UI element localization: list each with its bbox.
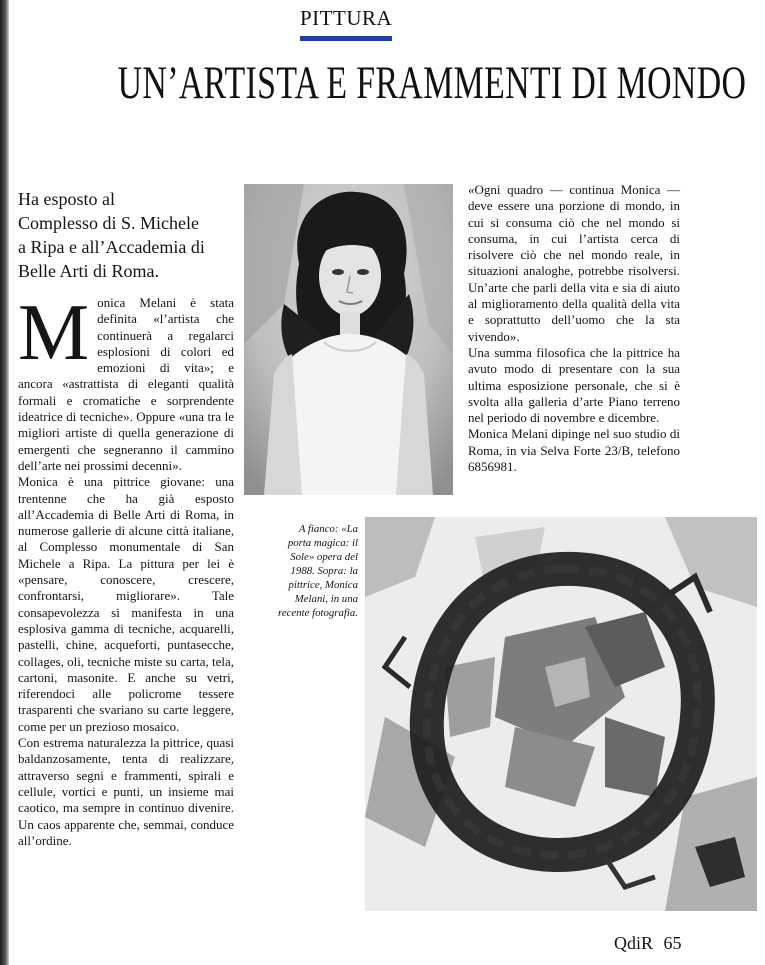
painting-image	[365, 517, 757, 911]
article-paragraph: Monica Melani dipinge nel suo studio di Roma, in via Selva Forte 23/B, telefono 6856981.	[468, 426, 680, 475]
standfirst-line: Complesso di S. Michele	[18, 213, 199, 233]
portrait-illustration	[244, 184, 453, 495]
image-caption: A fianco: «La porta magica: il Sole» opera del 1988. Sopra: la pittrice, Monica Melani, in una recente fotografia.	[278, 523, 358, 619]
headline: UN’ARTISTA E FRAMMENTI DI MONDO	[117, 57, 747, 109]
artist-portrait-photo	[244, 184, 453, 495]
page-number: 65	[663, 933, 682, 953]
article-paragraph: «Ogni quadro — continua Monica — deve essere una porzione di mondo, in cui si consuma ciò che nel mondo si consuma, in cui l’artista cerca di risolvere ciò che nel mondo reale, in situazioni analoghe, potrebbe risolversi. Un’arte che parli della vita e sia di aiuto al miglioramento della qualità della vita e soprattutto dell’uomo che la sta vivendo».	[468, 182, 680, 344]
page-folio	[614, 933, 682, 954]
drop-cap: M	[18, 289, 90, 377]
standfirst-line: a Ripa e all’Accademia di	[18, 237, 205, 257]
standfirst-line: Belle Arti di Roma.	[18, 261, 159, 281]
magazine-name: QdiR	[614, 933, 654, 953]
section-underline	[300, 36, 392, 41]
article-paragraph: onica Melani è stata definita «l’artista che continuerà a regalarci esplosioni di colori ed emozioni di vita»; e ancora «astrattista di eleganti qualità formali e cromatiche e sorprendente ideatrice di tecniche». Oppure «una tra le migliori artiste di quella generazione di emergenti che segneranno il cammino dell’arte nei prossimi decenni».	[18, 295, 234, 473]
painting-illustration	[365, 517, 757, 911]
article-column-left	[18, 289, 234, 849]
article-paragraph: Monica è una pittrice giovane: una trentenne che ha già esposto all’Accademia di Belle Arti di Roma, in numerose gallerie di alcune città italiane, al Complesso monumentale di San Michele a Ripa. La pittura per lei è «pensare, conoscere, crescere, confrontarsi, migliorare». Tale consapevolezza si manifesta in una esplosiva gamma di tecniche, acquarelli, pastelli, chine, acqueforti, puntasecche, collages, oli, tecniche miste su carta, tela, cartoni, masonite. E anche su vetri, riferendoci alle policrome tessere trasparenti che svariano su carte leggere, come per un prezioso mosaico.	[18, 474, 234, 734]
section-label: PITTURA	[300, 6, 393, 30]
page-edge-shadow	[0, 0, 9, 965]
standfirst-line: Ha esposto al	[18, 189, 115, 209]
article-column-right	[468, 182, 680, 475]
article-paragraph: Una summa filosofica che la pittrice ha avuto modo di presentare con la sua ultima esposizione personale, che si è svolta alla galleria d’arte Piano terreno nel periodo di novembre e dicembre.	[468, 344, 680, 426]
standfirst	[18, 187, 233, 283]
article-paragraph: Con estrema naturalezza la pittrice, quasi baldanzosamente, tenta di realizzare, attraverso segni e frammenti, spirali e cellule, vortici e punti, un insieme mai caotico, ma sempre in continuo divenire. Un caos apparente che, semmai, conduce all’ordine.	[18, 735, 234, 848]
